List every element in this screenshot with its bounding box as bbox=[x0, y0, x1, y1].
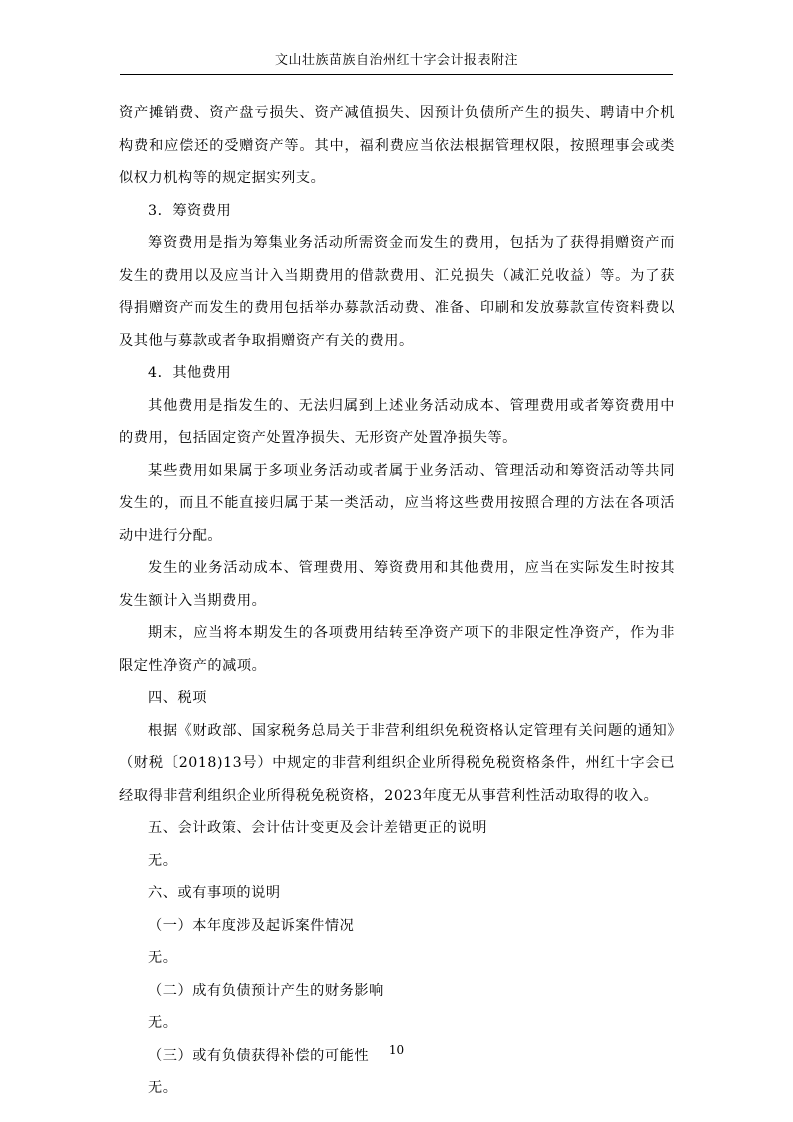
subheading-compensation: （三）或有负债获得补偿的可能性 bbox=[148, 1047, 370, 1064]
document-body bbox=[119, 97, 675, 1105]
paragraph-taxation: 根据《财政部、国家税务总局关于非营利组织免税资格认定管理有关问题的通知》（财税〔2018)13号）中规定的非营利组织企业所得税免税资格条件，州红十字会已经取得非营利组织企业所得税免税资格，2023年度无从事营利性活动取得的收入。 bbox=[119, 722, 675, 804]
paragraph-expense-allocation: 某些费用如果属于多项业务活动或者属于业务活动、管理活动和筹资活动等共同发生的，而且不能直接归属于某一类活动，应当将这些费用按照合理的方法在各项活动中进行分配。 bbox=[119, 462, 675, 544]
heading-other-expenses: 4．其他费用 bbox=[148, 365, 232, 381]
paragraph-none: 无。 bbox=[148, 852, 178, 869]
heading-contingencies: 六、或有事项的说明 bbox=[148, 885, 281, 901]
paragraph-expense-items: 资产摊销费、资产盘亏损失、资产减值损失、因预计负债所产生的损失、聘请中介机构费和应偿还的受赠资产等。其中，福利费应当依法根据管理权限，按照理事会或类似权力机构等的规定据实列支。 bbox=[119, 105, 675, 186]
heading-financing-expenses: 3．筹资费用 bbox=[148, 202, 232, 219]
paragraph-none: 无。 bbox=[148, 1080, 178, 1096]
paragraph-other-expenses: 其他费用是指发生的、无法归属到上述业务活动成本、管理费用或者筹资费用中的费用，包括固定资产处置净损失、无形资产处置净损失等。 bbox=[119, 397, 675, 446]
heading-taxation: 四、税项 bbox=[148, 690, 207, 706]
page-number: 10 bbox=[388, 1043, 405, 1057]
header-divider bbox=[120, 74, 673, 75]
paragraph-none: 无。 bbox=[148, 1015, 178, 1031]
subheading-lawsuits: （一）本年度涉及起诉案件情况 bbox=[148, 917, 355, 934]
header-title: 文山壮族苗族自治州红十字会计报表附注 bbox=[274, 53, 518, 68]
paragraph-expense-recognition: 发生的业务活动成本、管理费用、筹资费用和其他费用，应当在实际发生时按其发生额计入当期费用。 bbox=[119, 560, 675, 609]
paragraph-period-end-transfer: 期末，应当将本期发生的各项费用结转至净资产项下的非限定性净资产，作为非限定性净资产的减项。 bbox=[119, 625, 675, 674]
paragraph-none: 无。 bbox=[148, 950, 178, 966]
subheading-financial-impact: （二）成有负债预计产生的财务影响 bbox=[148, 982, 384, 999]
paragraph-financing-expenses: 筹资费用是指为筹集业务活动所需资金而发生的费用，包括为了获得捐赠资产而发生的费用以及应当计入当期费用的借款费用、汇兑损失（减汇兑收益）等。为了获得捐赠资产而发生的费用包括举办募款活动费、准备、印刷和发放募款宣传资料费以及其他与募款或者争取捐赠资产有关的费用。 bbox=[119, 235, 675, 349]
heading-accounting-changes: 五、会计政策、会计估计变更及会计差错更正的说明 bbox=[148, 820, 487, 836]
